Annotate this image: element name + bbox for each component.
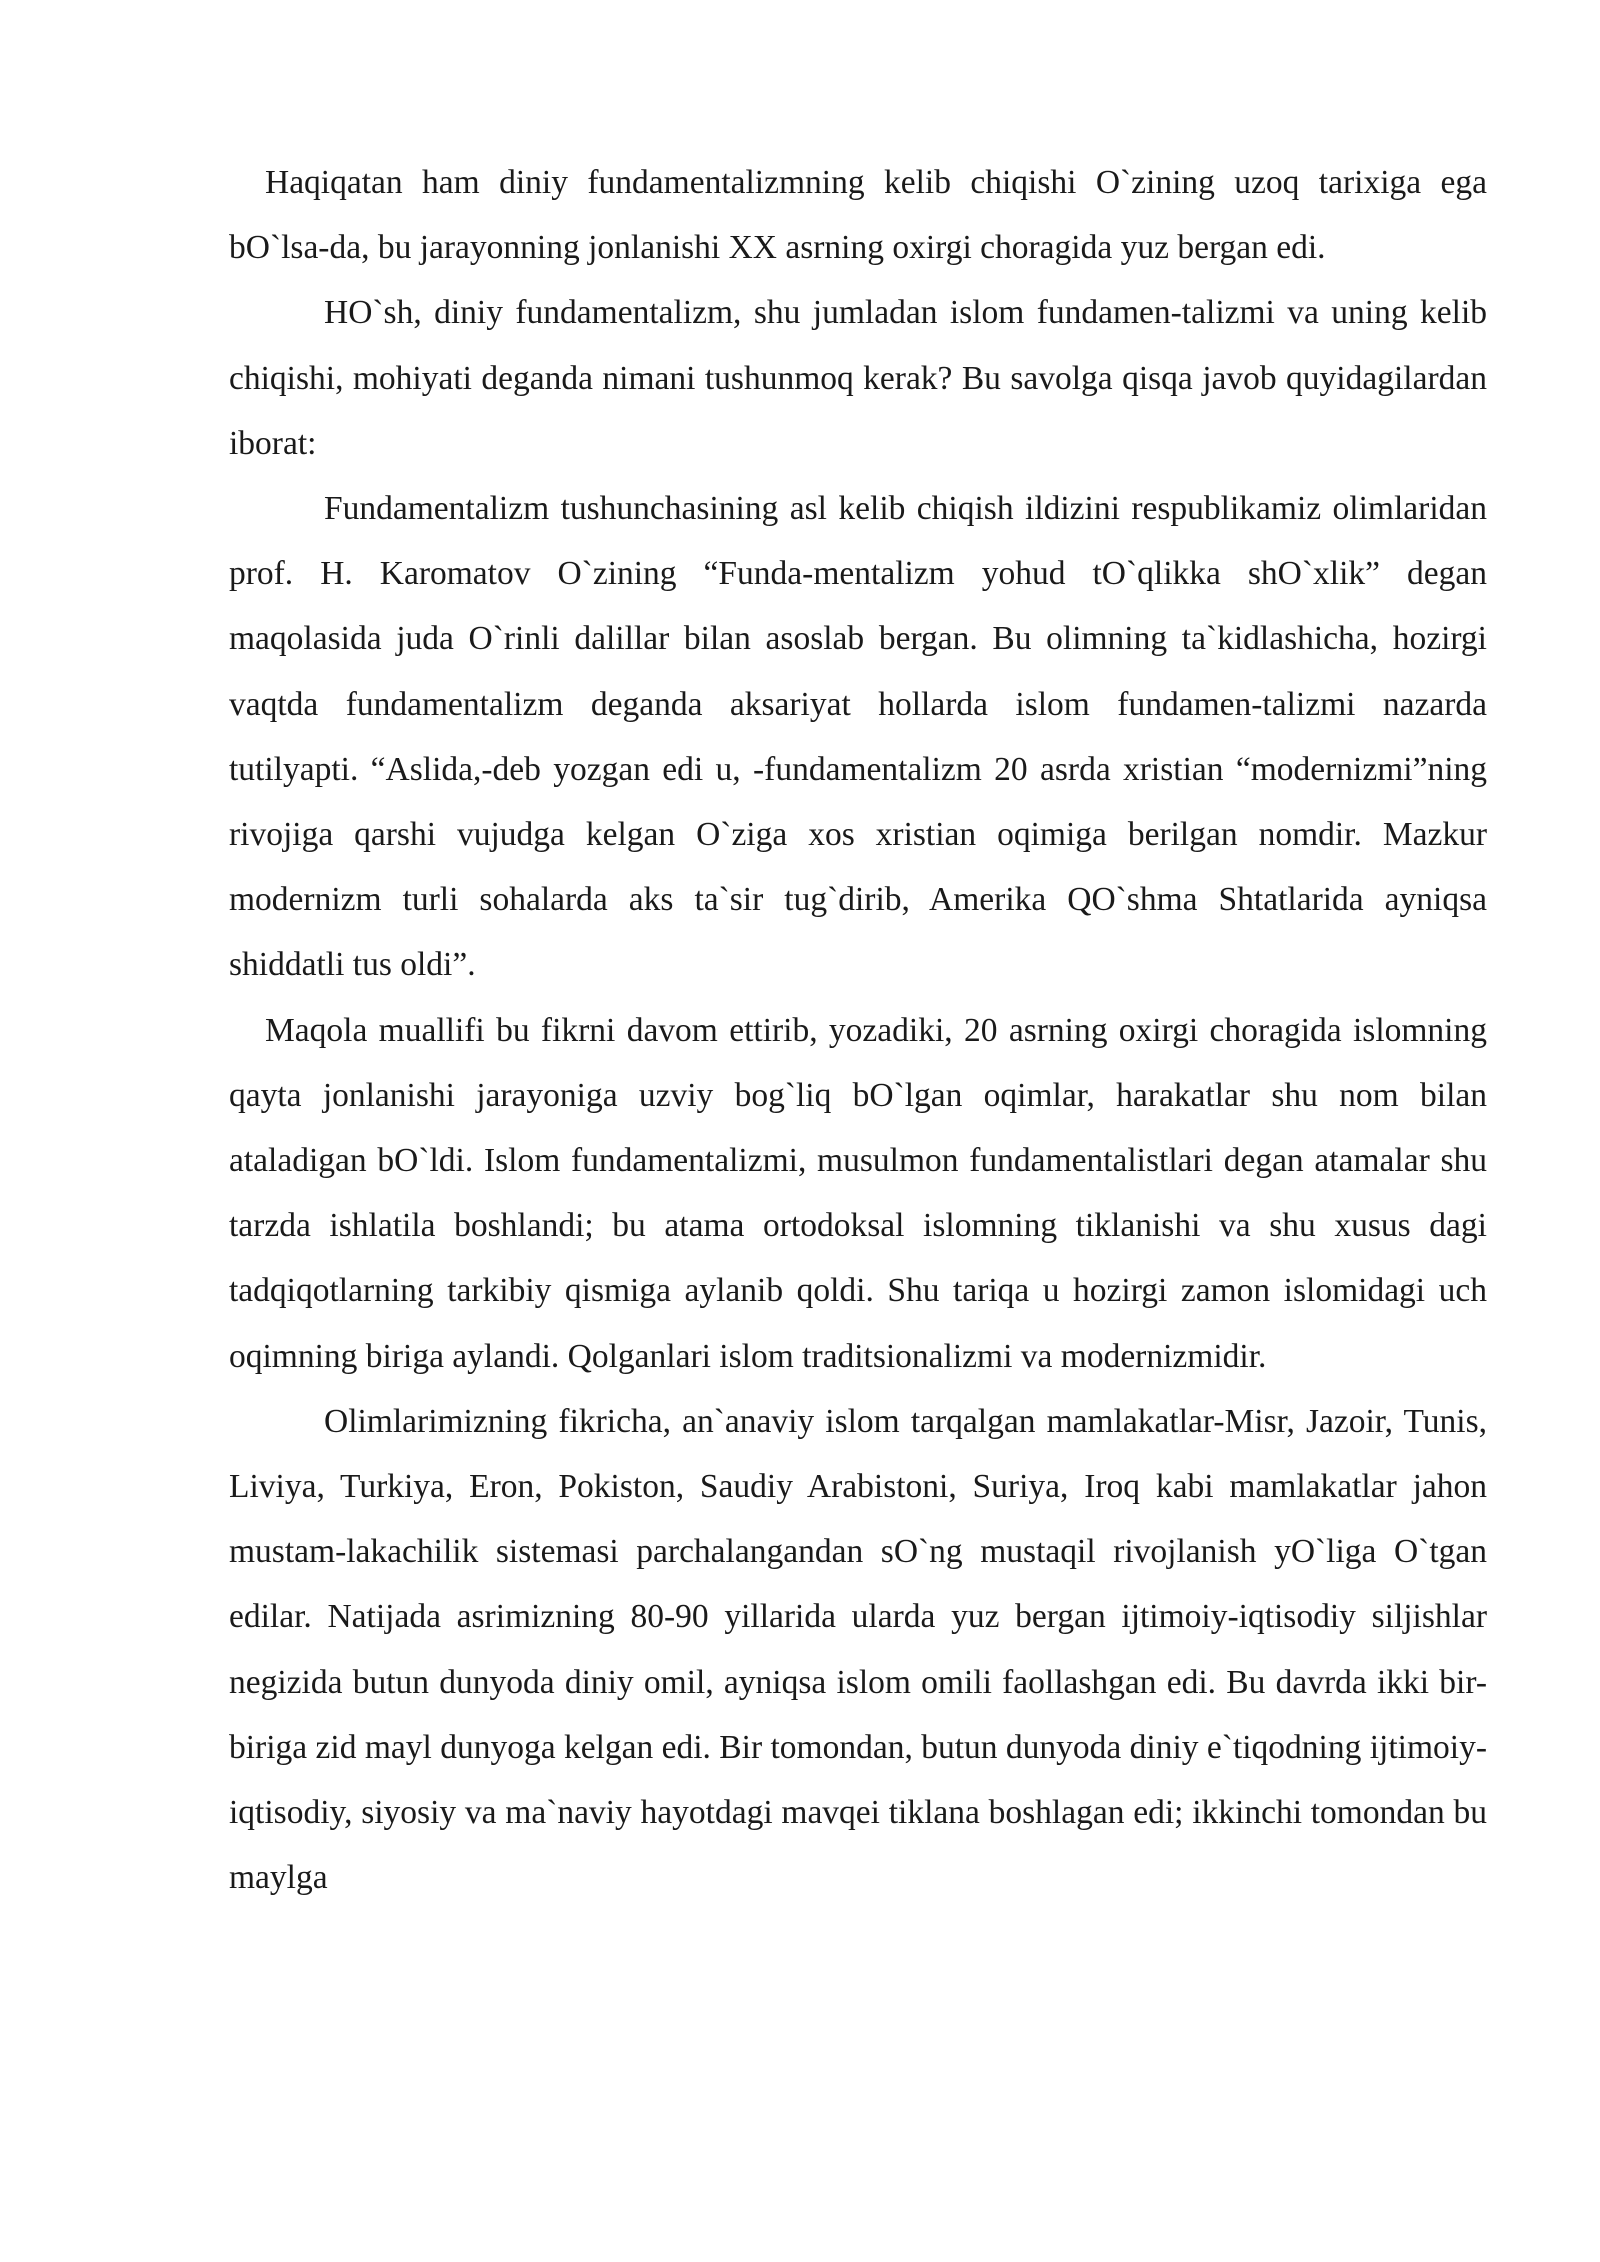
document-body [229,150,1487,1910]
paragraph: Fundamentalizm tushunchasining asl kelib chiqish ildizini respublikamiz olimlaridan prof. H. Karomatov O`zining “Funda-mentalizm yohud tO`qlikka shO`xlik” degan maqolasida juda O`rinli dalillar bilan asoslab bergan. Bu olimning ta`kidlashicha, hozirgi vaqtda fundamentalizm deganda aksariyat hollarda islom fundamen-talizmi nazarda tutilyapti. “Aslida,-deb yozgan edi u, -fundamentalizm 20 asrda xristian “modernizmi”ning rivojiga qarshi vujudga kelgan O`ziga xos xristian oqimiga berilgan nomdir. Mazkur modernizm turli sohalarda aks ta`sir tug`dirib, Amerika QO`shma Shtatlarida ayniqsa shiddatli tus oldi”. [229,490,1487,984]
paragraph: Haqiqatan ham diniy fundamentalizmning kelib chiqishi O`zining uzoq tarixiga ega bO`lsa-da, bu jarayonning jonlanishi XX asrning oxirgi choragida yuz bergan edi. [229,164,1487,267]
paragraph: HO`sh, diniy fundamentalizm, shu jumladan islom fundamen-talizmi va uning kelib chiqishi, mohiyati deganda nimani tushunmoq kerak? Bu savolga qisqa javob quyidagilardan iborat: [229,294,1487,462]
paragraph: Olimlarimizning fikricha, an`anaviy islom tarqalgan mamlakatlar-Misr, Jazoir, Tunis, Liviya, Turkiya, Eron, Pokiston, Saudiy Arabistoni, Suriya, Iroq kabi mamlakatlar jahon mustam-lakachilik sistemasi parchalangandan sO`ng mustaqil rivojlanish yO`liga O`tgan edilar. Natijada asrimizning 80-90 yillarida ularda yuz bergan ijtimoiy-iqtisodiy siljishlar negizida butun dunyoda diniy omil, ayniqsa islom omili faollashgan edi. Bu davrda ikki bir-biriga zid mayl dunyoga kelgan edi. Bir tomondan, butun dunyoda diniy e`tiqodning ijtimoiy-iqtisodiy, siyosiy va ma`naviy hayotdagi mavqei tiklana boshlagan edi; ikkinchi tomondan bu maylga [229,1402,1487,1897]
paragraph: Maqola muallifi bu fikrni davom ettirib, yozadiki, 20 asrning oxirgi choragida islomning qayta jonlanishi jarayoniga uzviy bog`liq bO`lgan oqimlar, harakatlar shu nom bilan ataladigan bO`ldi. Islom fundamentalizmi, musulmon fundamentalistlari degan atamalar shu tarzda ishlatila boshlandi; bu atama ortodoksal islomning tiklanishi va shu xusus dagi tadqiqotlarning tarkibiy qismiga aylanib qoldi. Shu tariqa u hozirgi zamon islomidagi uch oqimning biriga aylandi. Qolganlari islom traditsionalizmi va modernizmidir. [229,1011,1487,1375]
